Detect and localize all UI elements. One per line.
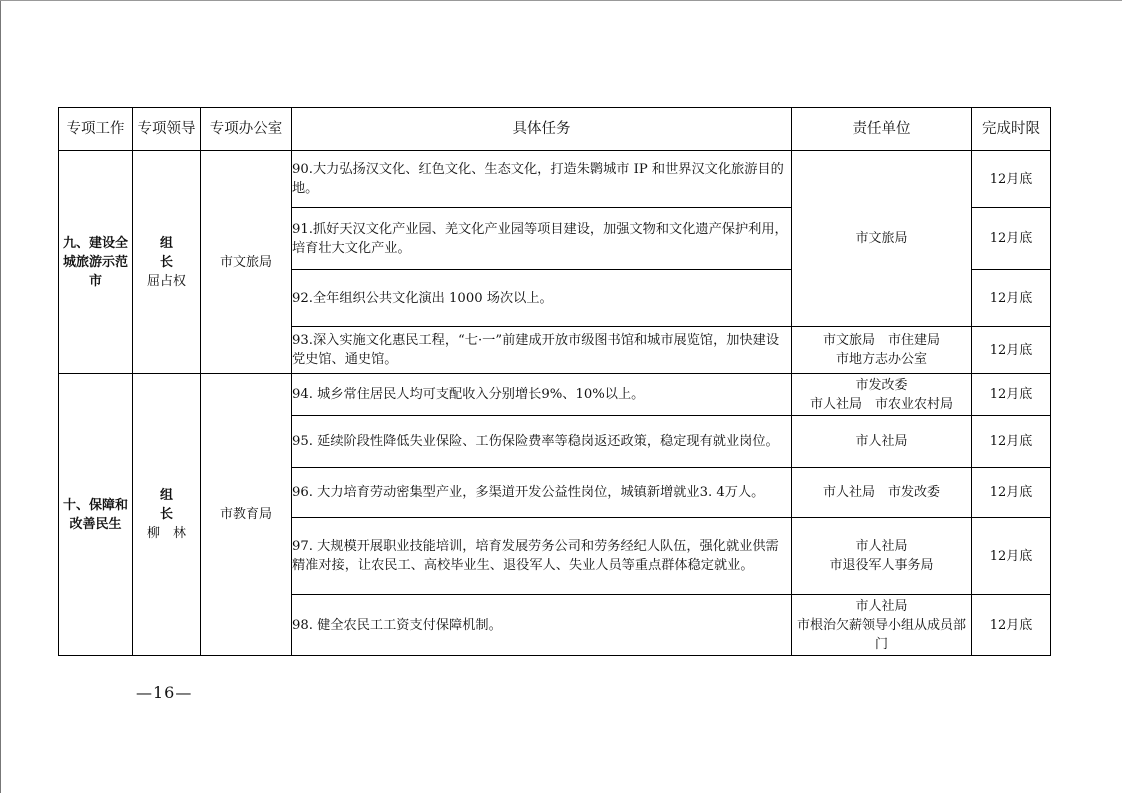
deadline-98: 12月底 xyxy=(972,595,1051,656)
section9-office: 市文旅局 xyxy=(201,151,292,374)
task-96: 96. 大力培育劳动密集型产业，多渠道开发公益性岗位，城镇新增就业3. 4万人。 xyxy=(292,468,792,518)
section10-leader xyxy=(133,374,201,656)
responsible-93 xyxy=(792,327,972,374)
deadline-97: 12月底 xyxy=(972,518,1051,595)
responsible-96 xyxy=(792,468,972,518)
deadline-90: 12月底 xyxy=(972,151,1051,208)
responsible-98-line1: 市人社局 xyxy=(855,598,908,614)
responsible-94-line2: 市人社局 市农业农村局 xyxy=(809,396,953,412)
task-98: 98. 健全农民工工资支付保障机制。 xyxy=(292,595,792,656)
header-task: 具体任务 xyxy=(292,108,792,151)
deadline-91: 12月底 xyxy=(972,208,1051,270)
table-header-row xyxy=(59,108,1051,151)
section10-title: 十、保障和改善民生 xyxy=(59,374,133,656)
header-responsible: 责任单位 xyxy=(792,108,972,151)
page-number: —16— xyxy=(136,683,193,702)
page-top-border xyxy=(0,0,1122,1)
responsible-97 xyxy=(792,518,972,595)
deadline-92: 12月底 xyxy=(972,270,1051,327)
section9-leader-name: 屈占权 xyxy=(146,273,186,289)
responsible-94 xyxy=(792,374,972,416)
task-90: 90.大力弘扬汉文化、红色文化、生态文化，打造朱鹮城市 IP 和世界汉文化旅游目的地。 xyxy=(292,151,792,208)
section10-leader-name: 柳 林 xyxy=(146,526,186,541)
responsible-94-line1: 市发改委 xyxy=(855,377,908,393)
header-work: 专项工作 xyxy=(59,108,133,151)
section9-title: 九、建设全城旅游示范市 xyxy=(59,151,133,374)
responsible-93-line1: 市文旅局 市住建局 xyxy=(822,333,940,348)
responsible-98 xyxy=(792,595,972,656)
task-95: 95. 延续阶段性降低失业保险、工伤保险费率等稳岗返还政策，稳定现有就业岗位。 xyxy=(292,416,792,468)
section9-group-responsible: 市文旅局 xyxy=(792,151,972,327)
header-leader: 专项领导 xyxy=(133,108,201,151)
responsible-96-line1: 市人社局 市发改委 xyxy=(822,485,940,500)
section10-office: 市教育局 xyxy=(201,374,292,656)
table-row xyxy=(59,374,1051,416)
deadline-93: 12月底 xyxy=(972,327,1051,374)
header-deadline: 完成时限 xyxy=(972,108,1051,151)
task-93: 93.深入实施文化惠民工程，“七·一”前建成开放市级图书馆和城市展览馆，加快建设党史馆、通史馆。 xyxy=(292,327,792,374)
responsible-97-line1: 市人社局 xyxy=(855,539,908,554)
task-92: 92.全年组织公共文化演出 1000 场次以上。 xyxy=(292,270,792,327)
header-office: 专项办公室 xyxy=(201,108,292,151)
responsible-95 xyxy=(792,416,972,468)
responsible-98-line2: 市根治欠薪领导小组从成员部门 xyxy=(796,617,966,652)
deadline-94: 12月底 xyxy=(972,374,1051,416)
task-97: 97. 大规模开展职业技能培训，培育发展劳务公司和劳务经纪人队伍，强化就业供需精准对接，让农民工、高校毕业生、退役军人、失业人员等重点群体稳定就业。 xyxy=(292,518,792,595)
task-94: 94. 城乡常住居民人均可支配收入分别增长9%、10%以上。 xyxy=(292,374,792,416)
responsible-93-line2: 市地方志办公室 xyxy=(835,352,927,367)
deadline-95: 12月底 xyxy=(972,416,1051,468)
responsible-95-line1: 市人社局 xyxy=(855,434,908,449)
task-91: 91.抓好天汉文化产业园、羌文化产业园等项目建设，加强文物和文化遗产保护利用，培育壮大文化产业。 xyxy=(292,208,792,270)
deadline-96: 12月底 xyxy=(972,468,1051,518)
table-row xyxy=(59,151,1051,208)
section9-leader-role: 组 长 xyxy=(159,235,183,270)
responsible-97-line2: 市退役军人事务局 xyxy=(829,558,934,573)
task-table xyxy=(58,107,1051,656)
section10-leader-role: 组 长 xyxy=(159,488,183,522)
page-left-border xyxy=(0,0,1,793)
section9-leader xyxy=(133,151,201,374)
